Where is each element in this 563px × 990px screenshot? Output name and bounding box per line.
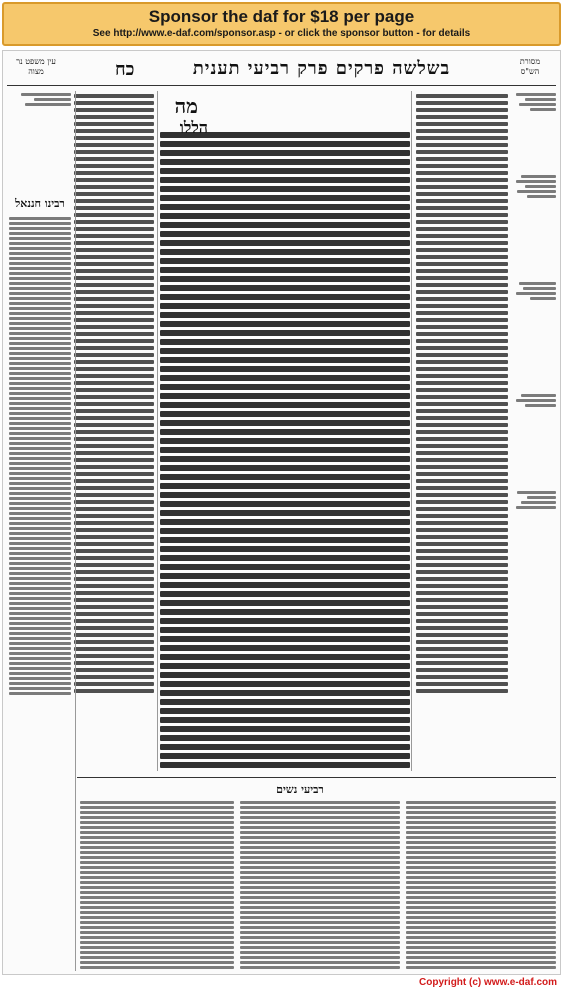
- ein-mishpat-label: עין משפט נר מצוה: [16, 57, 56, 76]
- sponsor-title[interactable]: Sponsor the daf for $18 per page: [148, 7, 415, 26]
- running-head: [3, 55, 560, 85]
- lower-rule: [77, 777, 556, 778]
- rabbeinu-chananel-title: רבינו חננאל: [15, 197, 65, 210]
- rashi-commentary: [416, 91, 508, 771]
- sponsor-banner[interactable]: [2, 2, 561, 46]
- lower-commentary-middle: [240, 799, 400, 969]
- opening-word: מה: [174, 94, 198, 118]
- column-divider: [411, 91, 412, 771]
- copyright-notice[interactable]: Copyright (c) www.e-daf.com: [419, 977, 557, 988]
- column-divider: [75, 91, 76, 971]
- right-margin-notes: [512, 91, 556, 771]
- gemara-text: [160, 91, 410, 771]
- header-rule: [7, 85, 556, 86]
- column-divider: [157, 91, 158, 771]
- sponsor-subtitle[interactable]: See http://www.e-daf.com/sponsor.asp - or click the sponsor button - for details: [92, 28, 471, 39]
- lower-commentary-left: [80, 799, 234, 969]
- masoret-hashas-label: מסורת הש"ס: [519, 57, 541, 76]
- rabbeinu-chananel-text: [9, 215, 71, 771]
- folio-number: כח: [115, 59, 135, 80]
- second-opening-word: הללו: [179, 118, 208, 137]
- lower-commentary-right: [406, 799, 556, 969]
- talmud-page: [2, 50, 561, 975]
- lower-section-title: רביעי נשים: [276, 783, 324, 796]
- chapter-heading: בשלשה פרקים פרק רביעי תענית: [192, 58, 451, 79]
- tosafot-commentary: [74, 91, 154, 771]
- ein-mishpat-notes: [9, 91, 71, 191]
